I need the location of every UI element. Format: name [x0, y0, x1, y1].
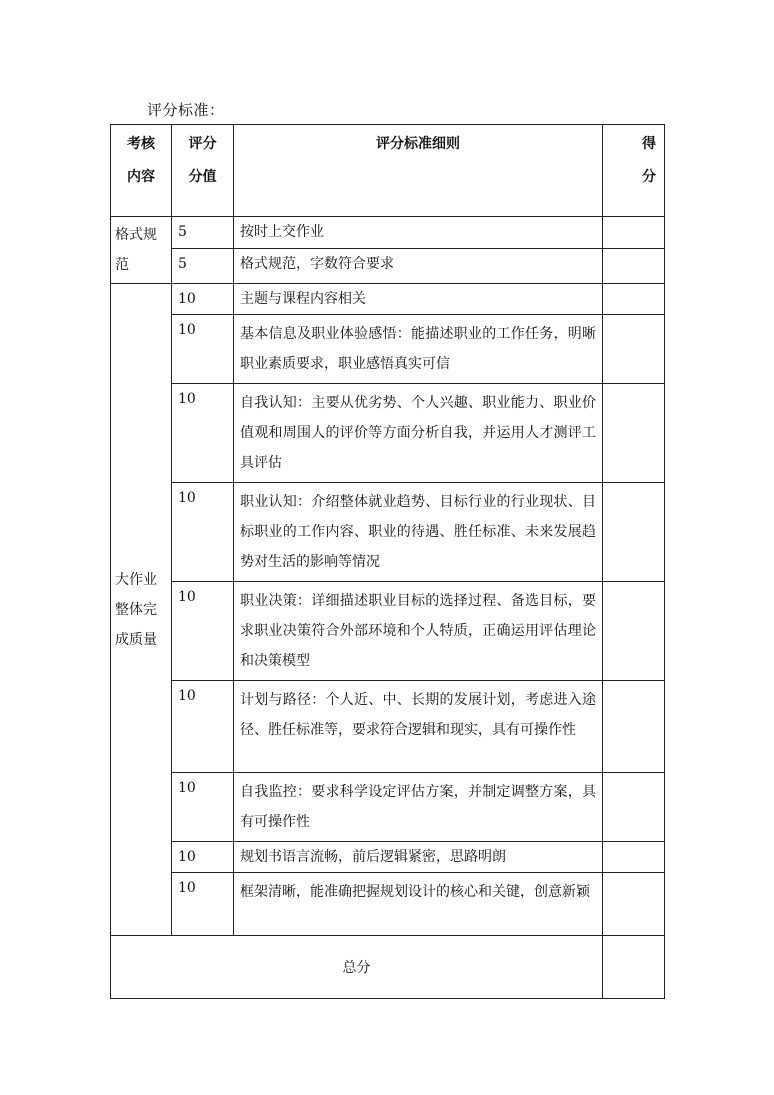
table-row	[111, 681, 665, 773]
row-points: 10	[172, 582, 234, 681]
table-row	[111, 582, 665, 681]
row-detail: 格式规范，字数符合要求	[234, 249, 603, 284]
header-points: 评分分值	[172, 125, 234, 217]
row-points: 10	[172, 384, 234, 483]
row-detail: 规划书语言流畅，前后逻辑紧密，思路明朗	[234, 842, 603, 873]
header-details: 评分标准细则	[234, 125, 603, 217]
table-row	[111, 873, 665, 936]
category-quality: 大作业整体完成质量	[111, 284, 172, 936]
row-score-cell[interactable]	[603, 384, 665, 483]
row-points: 10	[172, 842, 234, 873]
table-row	[111, 284, 665, 315]
row-detail: 基本信息及职业体验感悟：能描述职业的工作任务，明晰职业素质要求，职业感悟真实可信	[234, 315, 603, 384]
row-detail: 计划与路径：个人近、中、长期的发展计划，考虑进入途径、胜任标准等，要求符合逻辑和现实，具有可操作性	[234, 681, 603, 773]
row-score-cell[interactable]	[603, 217, 665, 249]
row-score-cell[interactable]	[603, 873, 665, 936]
row-detail: 自我监控：要求科学设定评估方案，并制定调整方案，具有可操作性	[234, 773, 603, 842]
category-format: 格式规范	[111, 217, 172, 284]
table-row	[111, 315, 665, 384]
row-score-cell[interactable]	[603, 315, 665, 384]
header-category: 考核内容	[111, 125, 172, 217]
header-score: 得分	[603, 125, 665, 217]
row-detail: 自我认知：主要从优劣势、个人兴趣、职业能力、职业价值观和周围人的评价等方面分析自我，并运用人才测评工具评估	[234, 384, 603, 483]
total-score-cell[interactable]	[603, 936, 665, 999]
row-points: 10	[172, 681, 234, 773]
total-row	[111, 936, 665, 999]
rubric-table	[110, 124, 665, 999]
row-points: 10	[172, 773, 234, 842]
row-points: 10	[172, 315, 234, 384]
row-detail: 按时上交作业	[234, 217, 603, 249]
row-score-cell[interactable]	[603, 249, 665, 284]
row-detail: 职业认知：介绍整体就业趋势、目标行业的行业现状、目标职业的工作内容、职业的待遇、胜任标准、未来发展趋势对生活的影响等情况	[234, 483, 603, 582]
table-row	[111, 842, 665, 873]
table-row	[111, 773, 665, 842]
row-points: 10	[172, 483, 234, 582]
header-row	[111, 125, 665, 217]
table-row	[111, 217, 665, 249]
table-row	[111, 483, 665, 582]
row-score-cell[interactable]	[603, 773, 665, 842]
row-points: 5	[172, 249, 234, 284]
row-detail: 框架清晰，能准确把握规划设计的核心和关键，创意新颖	[234, 873, 603, 936]
row-score-cell[interactable]	[603, 284, 665, 315]
row-score-cell[interactable]	[603, 842, 665, 873]
row-points: 5	[172, 217, 234, 249]
row-score-cell[interactable]	[603, 483, 665, 582]
total-label: 总分	[111, 936, 603, 999]
row-detail: 主题与课程内容相关	[234, 284, 603, 315]
row-score-cell[interactable]	[603, 582, 665, 681]
table-row	[111, 249, 665, 284]
row-score-cell[interactable]	[603, 681, 665, 773]
table-row	[111, 384, 665, 483]
row-points: 10	[172, 873, 234, 936]
rubric-caption: 评分标准：	[147, 101, 225, 119]
row-detail: 职业决策：详细描述职业目标的选择过程、备选目标，要求职业决策符合外部环境和个人特质，正确运用评估理论和决策模型	[234, 582, 603, 681]
row-points: 10	[172, 284, 234, 315]
